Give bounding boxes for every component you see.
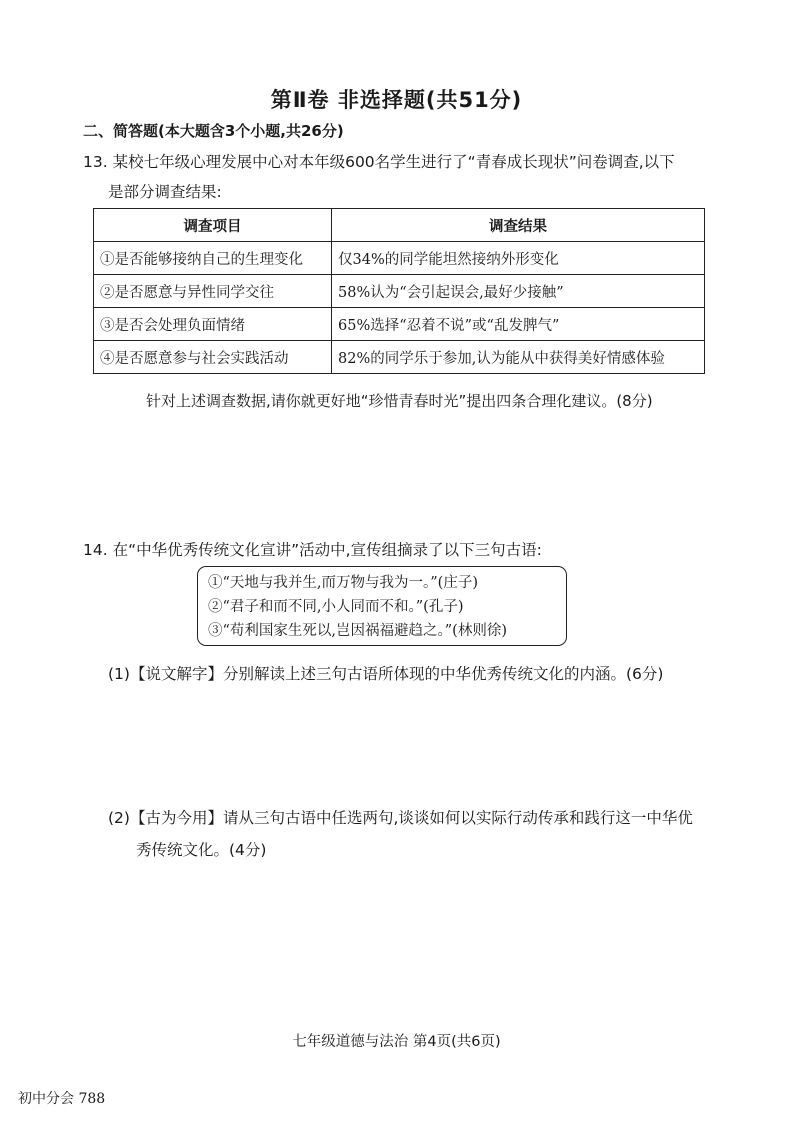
table-row	[94, 308, 705, 341]
table-row	[94, 341, 705, 374]
table-row	[94, 275, 705, 308]
question-13-prompt: 针对上述调查数据,请你就更好地“珍惜青春时光”提出四条合理化建议。(8分)	[146, 392, 653, 410]
question-14-sub2-line2: 秀传统文化。(4分)	[136, 841, 267, 859]
question-14-sub2-line1: (2)【古为今用】请从三句古语中任选两句,谈谈如何以实际行动传承和践行这一中华优	[108, 809, 693, 827]
page-footer: 七年级道德与法治 第4页(共6页)	[292, 1034, 501, 1050]
column-header-item: 调查项目	[94, 209, 332, 242]
question-13-line1: 13. 某校七年级心理发展中心对本年级600名学生进行了“青春成长现状”问卷调查,以下	[83, 153, 675, 171]
section-heading: 二、简答题(本大题含3个小题,共26分)	[83, 122, 344, 140]
table-cell: ③是否会处理负面情绪	[94, 308, 332, 341]
table-cell: 仅34%的同学能坦然接纳外形变化	[332, 242, 705, 275]
quote-line: ③“苟利国家生死以,岂因祸福避趋之。”(林则徐)	[208, 623, 507, 639]
quote-line: ②“君子和而不同,小人同而不和。”(孔子)	[208, 599, 464, 615]
question-14-intro: 14. 在“中华优秀传统文化宣讲”活动中,宣传组摘录了以下三句古语:	[83, 541, 542, 559]
table-cell: ①是否能够接纳自己的生理变化	[94, 242, 332, 275]
table-header-row	[94, 209, 705, 242]
page-title: 第Ⅱ卷 非选择题(共51分)	[270, 88, 523, 112]
table-row	[94, 242, 705, 275]
quote-box	[197, 566, 567, 646]
table-cell: ④是否愿意参与社会实践活动	[94, 341, 332, 374]
survey-table	[93, 208, 705, 374]
question-14-sub1: (1)【说文解字】分别解读上述三句古语所体现的中华优秀传统文化的内涵。(6分)	[108, 665, 664, 683]
question-13-line2: 是部分调查结果:	[108, 183, 222, 201]
source-stamp: 初中分会 788	[18, 1091, 106, 1107]
table-cell: 82%的同学乐于参加,认为能从中获得美好情感体验	[332, 341, 705, 374]
table-cell: 58%认为“会引起误会,最好少接触”	[332, 275, 705, 308]
column-header-result: 调查结果	[332, 209, 705, 242]
quote-line: ①“天地与我并生,而万物与我为一。”(庄子)	[208, 575, 478, 591]
table-cell: 65%选择“忍着不说”或“乱发脾气”	[332, 308, 705, 341]
table-cell: ②是否愿意与异性同学交往	[94, 275, 332, 308]
